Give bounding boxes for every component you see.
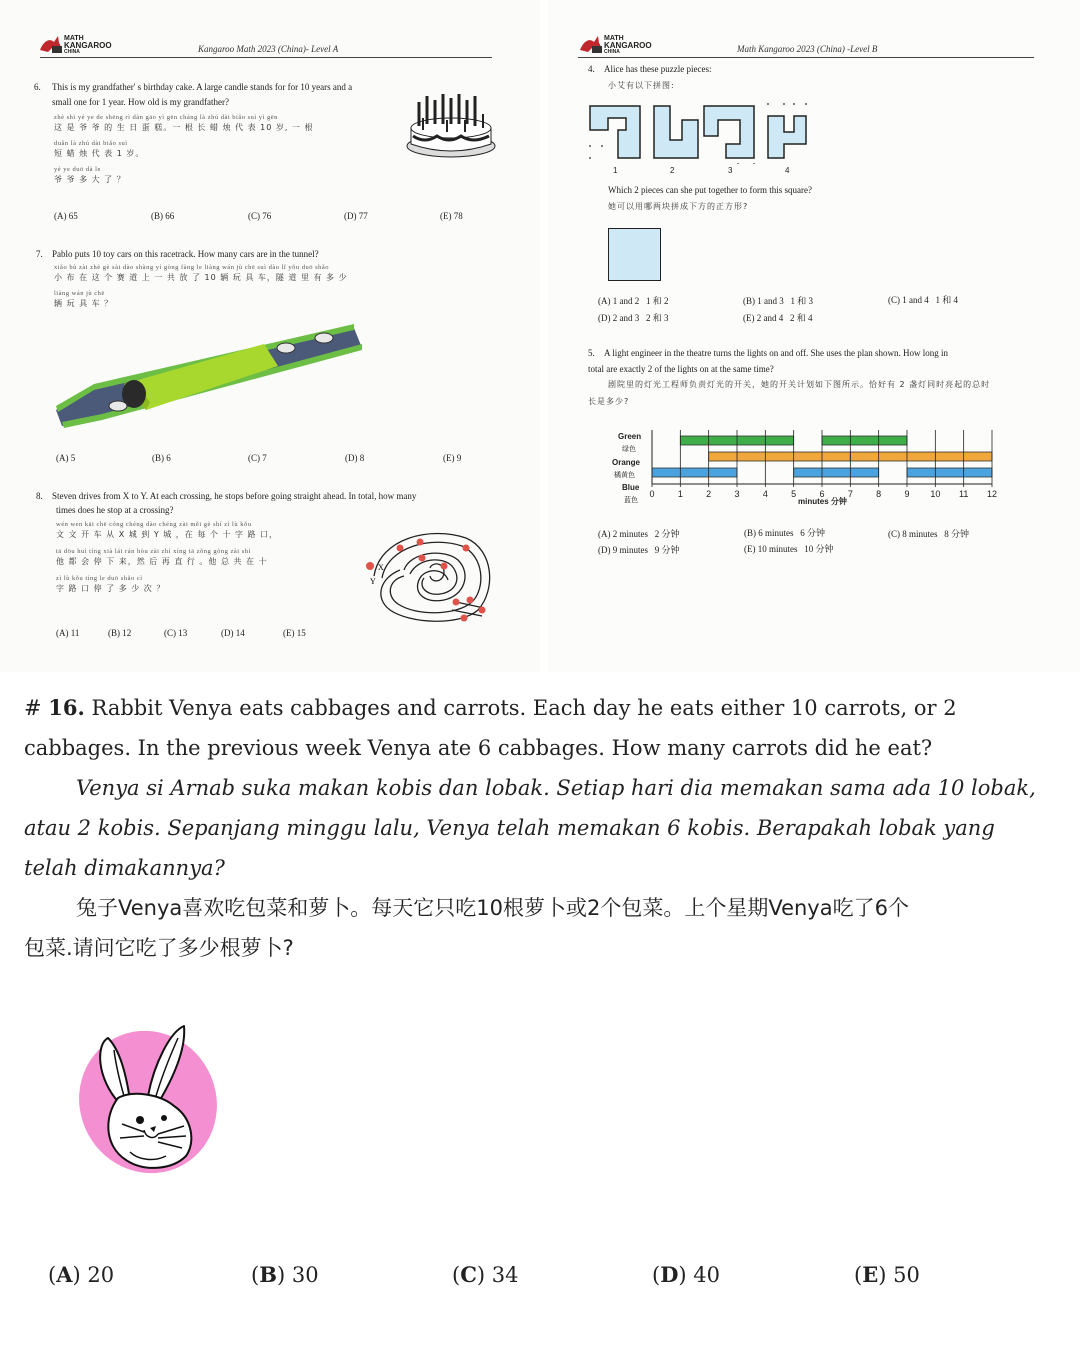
q7-chinese-1: 小 布 在 这 个 赛 道 上 一 共 放 了 10 辆 玩 具 车，隧 道 里 有 多 少: [54, 273, 348, 282]
bar-green-2: [822, 436, 907, 445]
page-header: Math Kangaroo 2023 (China) -Level B: [737, 44, 878, 54]
q6-pinyin-3: yé ye duō dà le: [54, 166, 101, 173]
q5-option-d: (D) 9 minutes 9 分钟: [598, 545, 680, 555]
q6-text-line2: small one for 1 year. How old is my grandfather?: [52, 97, 229, 107]
piece-label-1: 1: [613, 166, 618, 175]
x-tick-label-7: 7: [847, 489, 853, 499]
spiral-maze-image: [360, 518, 500, 628]
maze-label-y: Y: [370, 577, 376, 586]
q5-number: 5.: [588, 348, 595, 358]
q7-option-d: (D) 8: [345, 453, 365, 463]
q8-option-a: (A) 11: [56, 628, 80, 638]
x-tick-label-8: 8: [876, 489, 882, 499]
q4-option-a: (A) 1 and 2 1 和 2: [598, 296, 669, 306]
q6-pinyin-2: duǎn là zhú dài biǎo suì: [54, 140, 128, 147]
q4-option-c: (C) 1 and 4 1 和 4: [888, 295, 959, 305]
q7-pinyin-1: xiǎo bù zài zhè gè sài dào shàng yí gòng fàng le liàng wán jù chē suì dào lǐ yǒu duō shǎo: [54, 264, 330, 271]
logo-text: MATH KANGAROO CHINA: [64, 35, 112, 55]
x-tick-label-12: 12: [986, 489, 998, 499]
legend-green: Green: [618, 432, 642, 441]
x-tick-label-10: 10: [930, 489, 941, 499]
q7-option-b: (B) 6: [152, 453, 171, 463]
q6-chinese-3: 爷 爷 多 大 了 ？: [54, 175, 126, 184]
header-rule: [40, 57, 492, 58]
q8-option-d: (D) 14: [221, 628, 245, 638]
q7-option-c: (C) 7: [248, 453, 267, 463]
q6-chinese-1: 这 是 爷 爷 的 生 日 蛋 糕。一 根 长 蜡 烛 代 表 10 岁, 一 根: [54, 123, 314, 132]
bar-orange-1: [709, 452, 851, 461]
q7-text-line1: Pablo puts 10 toy cars on this racetrack. How many cars are in the tunnel?: [52, 249, 319, 259]
answer-option-a[interactable]: (A) 20: [48, 1262, 115, 1287]
q7-option-e: (E) 9: [443, 453, 462, 463]
x-tick-label-5: 5: [791, 489, 797, 499]
q4-chinese-2: 她可以用哪两块拼成下方的正方形?: [608, 202, 749, 211]
q8-text-line1: Steven drives from X to Y. At each crossing, he stops before going straight ahead. In total, how many: [52, 491, 417, 501]
kangaroo-logo-icon: [38, 34, 64, 54]
maze-label-x: X: [378, 563, 384, 572]
q4-number: 4.: [588, 64, 595, 74]
q7-chinese-2: 辆 玩 具 车 ？: [54, 299, 114, 308]
bar-orange-2: [850, 452, 992, 461]
question-chinese-line1: 兔子Venya喜欢吃包菜和萝卜。每天它只吃10根萝卜或2个包菜。上个星期Venya吃了6个: [76, 896, 909, 920]
q8-pinyin-2: tā dōu huì tíng xià lái rán hòu zài zhí xíng tā zǒng gòng zài shí: [56, 548, 251, 555]
question-english-line2: cabbages. In the previous week Venya ate 6 cabbages. How many carrots did he eat?: [24, 736, 933, 760]
question-malay-line1: Venya si Arnab suka makan kobis dan lobak. Setiap hari dia memakan sama ada 10 lobak,: [76, 776, 1036, 800]
x-tick-label-9: 9: [904, 489, 910, 499]
q8-option-b: (B) 12: [108, 628, 132, 638]
x-tick-label-4: 4: [762, 489, 768, 499]
question-chinese-line2: 包菜.请问它吃了多少根萝卜?: [24, 936, 294, 960]
q7-number: 7.: [36, 249, 43, 259]
level-b-page: [548, 0, 1080, 672]
question-malay-line2: atau 2 kobis. Sepanjang minggu lalu, Venya telah memakan 6 kobis. Berapakah lobak yang: [24, 816, 995, 840]
x-tick-label-1: 1: [677, 489, 683, 499]
q8-number: 8.: [36, 491, 43, 501]
q4-option-e: (E) 2 and 4 2 和 4: [743, 313, 813, 323]
header-rule: [578, 57, 1034, 58]
legend-orange-cn: 橘黄色: [614, 472, 635, 479]
x-tick-label-0: 0: [649, 489, 655, 499]
question-malay-line3: telah dimakannya?: [24, 856, 225, 880]
q8-chinese-3: 字 路 口 停 了 多 少 次 ？: [56, 584, 166, 593]
q6-option-b: (B) 66: [151, 211, 175, 221]
q8-pinyin-1: wén wen kāi chē cóng chéng dào chéng zài měi gè shí zì lù kǒu: [56, 521, 252, 528]
q6-option-a: (A) 65: [54, 211, 78, 221]
q5-option-c: (C) 8 minutes 8 分钟: [888, 529, 970, 539]
x-tick-label-11: 11: [958, 489, 969, 499]
q6-option-c: (C) 76: [248, 211, 272, 221]
piece-label-3: 3: [728, 166, 733, 175]
x-tick-label-6: 6: [819, 489, 825, 499]
question-prefix: #: [24, 696, 42, 720]
logo-text: MATH KANGAROO CHINA: [604, 35, 652, 55]
answer-option-e[interactable]: (E) 50: [854, 1262, 920, 1287]
q5-chinese-2: 长是多少?: [588, 397, 630, 406]
q5-option-a: (A) 2 minutes 2 分钟: [598, 529, 680, 539]
q6-option-e: (E) 78: [440, 211, 463, 221]
chart-x-label: minutes 分钟: [798, 497, 847, 506]
rabbit-image: [74, 1020, 224, 1180]
question-number: 16.: [48, 695, 85, 720]
question-english-text: Rabbit Venya eats cabbages and carrots. Each day he eats either 10 carrots, or 2: [91, 696, 957, 720]
piece-label-2: 2: [670, 166, 675, 175]
answer-option-b[interactable]: (B) 30: [251, 1262, 319, 1287]
q5-text-line2: total are exactly 2 of the lights on at the same time?: [588, 364, 774, 374]
kangaroo-logo-icon: [578, 34, 604, 54]
puzzle-pieces-image: [588, 100, 812, 164]
q4-option-b: (B) 1 and 3 1 和 3: [743, 296, 814, 306]
q6-number: 6.: [34, 82, 41, 92]
x-tick-label-3: 3: [734, 489, 740, 499]
legend-blue: Blue: [622, 483, 640, 492]
racetrack-tunnel-image: [54, 318, 364, 428]
piece-label-4: 4: [785, 166, 790, 175]
legend-blue-cn: 蓝色: [624, 497, 638, 504]
q4-chinese-1: 小艾有以下拼图:: [608, 81, 675, 90]
bar-blue-1: [652, 468, 737, 477]
q8-pinyin-3: zì lù kǒu tíng le duō shǎo cì: [56, 575, 143, 582]
legend-orange: Orange: [612, 458, 641, 467]
q8-chinese-2: 他 都 会 停 下 来，然 后 再 直 行 。他 总 共 在 十: [56, 557, 268, 566]
bar-blue-2: [794, 468, 879, 477]
q6-option-d: (D) 77: [344, 211, 368, 221]
q8-chinese-1: 文 文 开 车 从 X 城 到 Y 城 ，在 每 个 十 字 路 口，: [56, 530, 279, 539]
question-english-line1: [24, 688, 1056, 728]
legend-green-cn: 绿色: [622, 446, 636, 453]
x-tick-label-2: 2: [706, 489, 712, 499]
q4-text-line1: Alice has these puzzle pieces:: [604, 64, 712, 74]
q5-text-line1: A light engineer in the theatre turns the lights on and off. She uses the plan shown. How long in: [604, 348, 949, 358]
birthday-cake-image: [405, 88, 497, 160]
answer-option-c[interactable]: (C) 34: [452, 1262, 519, 1287]
q6-text-line1: This is my grandfather' s birthday cake. A large candle stands for for 10 years and a: [52, 82, 353, 92]
q4-text-line2: Which 2 pieces can she put together to form this square?: [608, 185, 812, 195]
target-square: [608, 228, 661, 281]
answer-option-d[interactable]: (D) 40: [652, 1262, 721, 1287]
q4-option-d: (D) 2 and 3 2 和 3: [598, 313, 669, 323]
q8-option-c: (C) 13: [164, 628, 188, 638]
q7-pinyin-2: liàng wán jù chē: [54, 290, 105, 297]
q6-pinyin-1: zhè shì yé ye de shēng rì dàn gāo yì gēn cháng là zhú dài biǎo suì yì gēn: [54, 114, 278, 121]
q8-option-e: (E) 15: [283, 628, 306, 638]
level-a-page: [0, 0, 540, 672]
bar-blue-3: [907, 468, 992, 477]
q5-chinese-1: 剧院里的灯光工程师负责灯光的开关，她的开关计划如下图所示。恰好有 2 盏灯同时亮起的总时: [608, 380, 991, 389]
q6-chinese-2: 短 蜡 烛 代 表 1 岁。: [54, 149, 145, 158]
q5-option-b: (B) 6 minutes 6 分钟: [744, 528, 826, 538]
question-16: [24, 688, 1056, 968]
q5-option-e: (E) 10 minutes 10 分钟: [744, 544, 834, 554]
q7-option-a: (A) 5: [56, 453, 76, 463]
q8-text-line2: times does he stop at a crossing?: [56, 505, 174, 515]
page-header: Kangaroo Math 2023 (China)- Level A: [198, 44, 339, 54]
